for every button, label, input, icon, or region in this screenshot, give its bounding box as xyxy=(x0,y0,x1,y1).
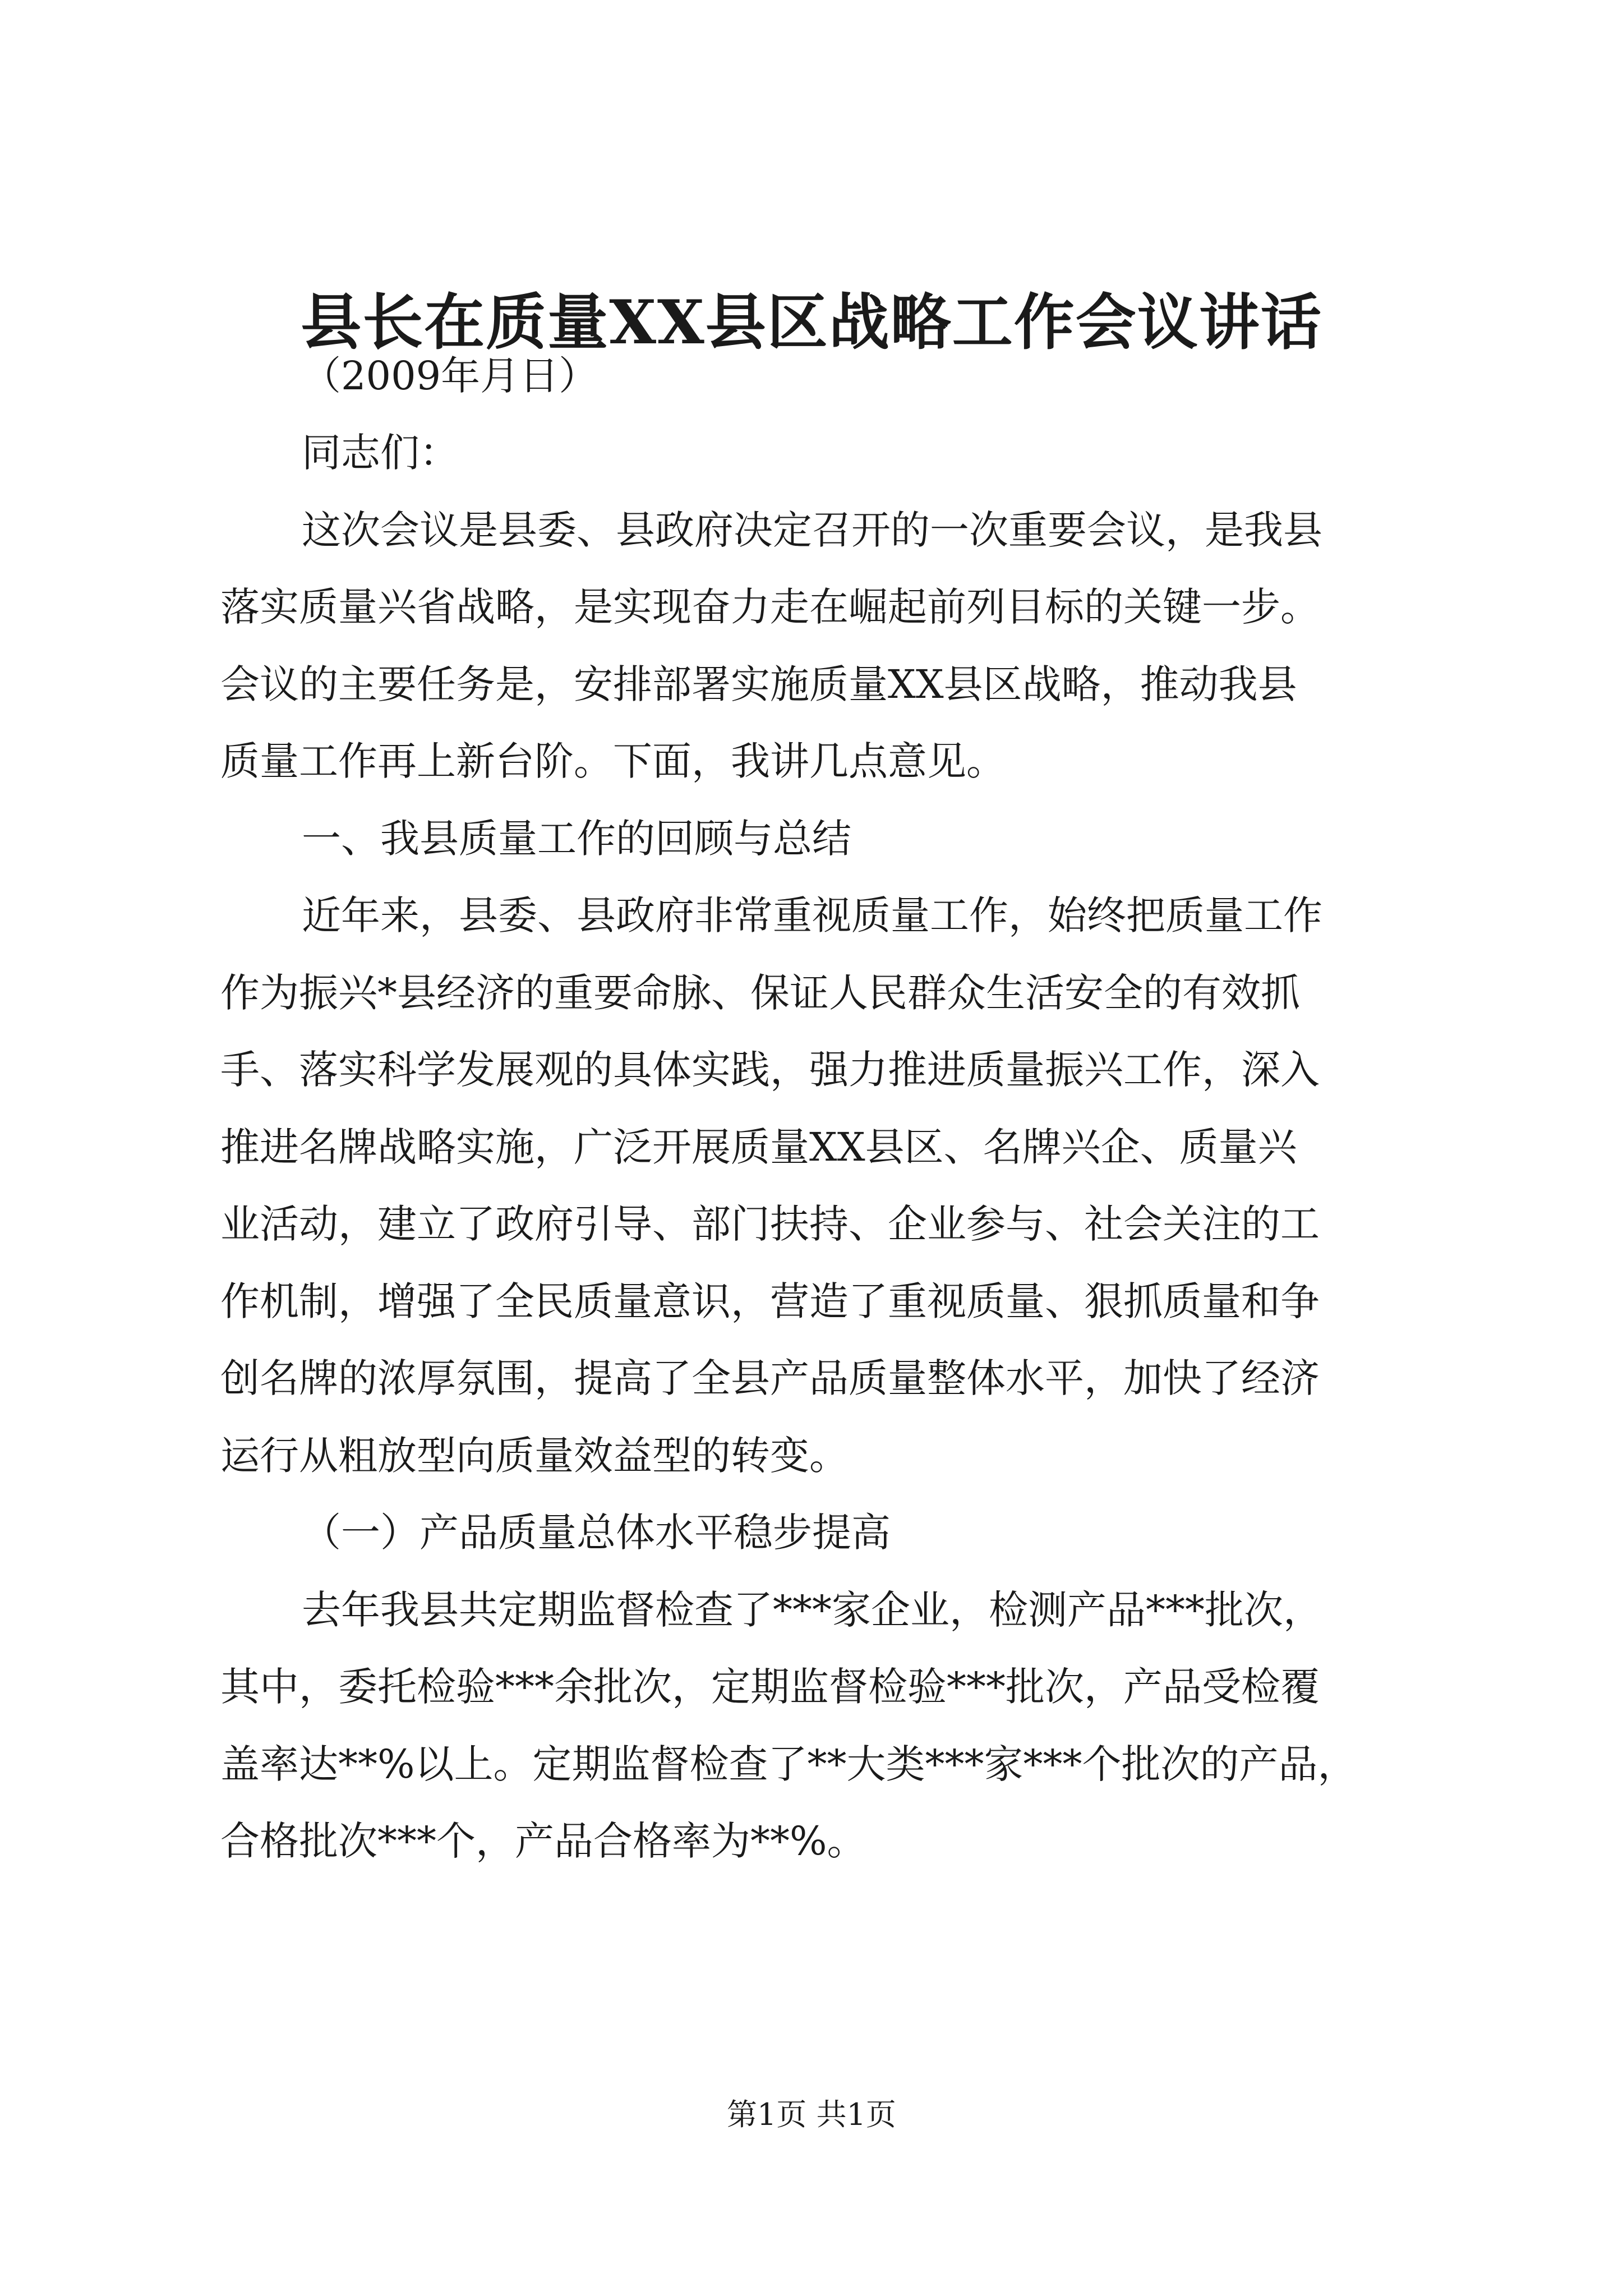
body-line-6: 作为振兴*县经济的重要命脉、保证人民群众生活安全的有效抓 xyxy=(220,970,1300,1016)
body-line-5: 近年来，县委、县政府非常重视质量工作，始终把质量工作 xyxy=(302,892,1322,938)
body-line-14: 其中，委托检验***余批次，定期监督检验***批次，产品受检覆 xyxy=(220,1664,1320,1710)
body-line-7: 手、落实科学发展观的具体实践，强力推进质量振兴工作，深入 xyxy=(220,1047,1320,1093)
body-line-8: 推进名牌战略实施，广泛开展质量XX县区、名牌兴企、质量兴 xyxy=(220,1124,1297,1170)
date-line: （2009年月日） xyxy=(302,353,598,399)
salutation: 同志们： xyxy=(302,430,459,476)
subsection-heading-1: （一）产品质量总体水平稳步提高 xyxy=(302,1510,891,1556)
section-heading-1: 一、我县质量工作的回顾与总结 xyxy=(302,816,851,862)
body-line-12: 运行从粗放型向质量效益型的转变。 xyxy=(220,1433,849,1479)
body-line-1: 这次会议是县委、县政府决定召开的一次重要会议，是我县 xyxy=(302,507,1322,553)
body-line-9: 业活动，建立了政府引导、部门扶持、企业参与、社会关注的工 xyxy=(220,1201,1320,1247)
body-line-15: 盖率达**%以上。定期监督检查了**大类***家***个批次的产品， xyxy=(220,1741,1357,1787)
document-title: 县长在质量XX县区战略工作会议讲话 xyxy=(301,287,1322,358)
body-line-16: 合格批次***个，产品合格率为**%。 xyxy=(220,1818,866,1864)
page-footer: 第1页 共1页 xyxy=(727,2097,896,2132)
body-line-2: 落实质量兴省战略，是实现奋力走在崛起前列目标的关键一步。 xyxy=(220,584,1320,630)
body-line-13: 去年我县共定期监督检查了***家企业，检测产品***批次， xyxy=(302,1587,1322,1633)
body-line-3: 会议的主要任务是，安排部署实施质量XX县区战略，推动我县 xyxy=(220,661,1297,707)
body-line-4: 质量工作再上新台阶。下面，我讲几点意见。 xyxy=(220,738,1006,784)
body-line-10: 作机制，增强了全民质量意识，营造了重视质量、狠抓质量和争 xyxy=(220,1278,1320,1324)
body-line-11: 创名牌的浓厚氛围，提高了全县产品质量整体水平，加快了经济 xyxy=(220,1355,1320,1401)
